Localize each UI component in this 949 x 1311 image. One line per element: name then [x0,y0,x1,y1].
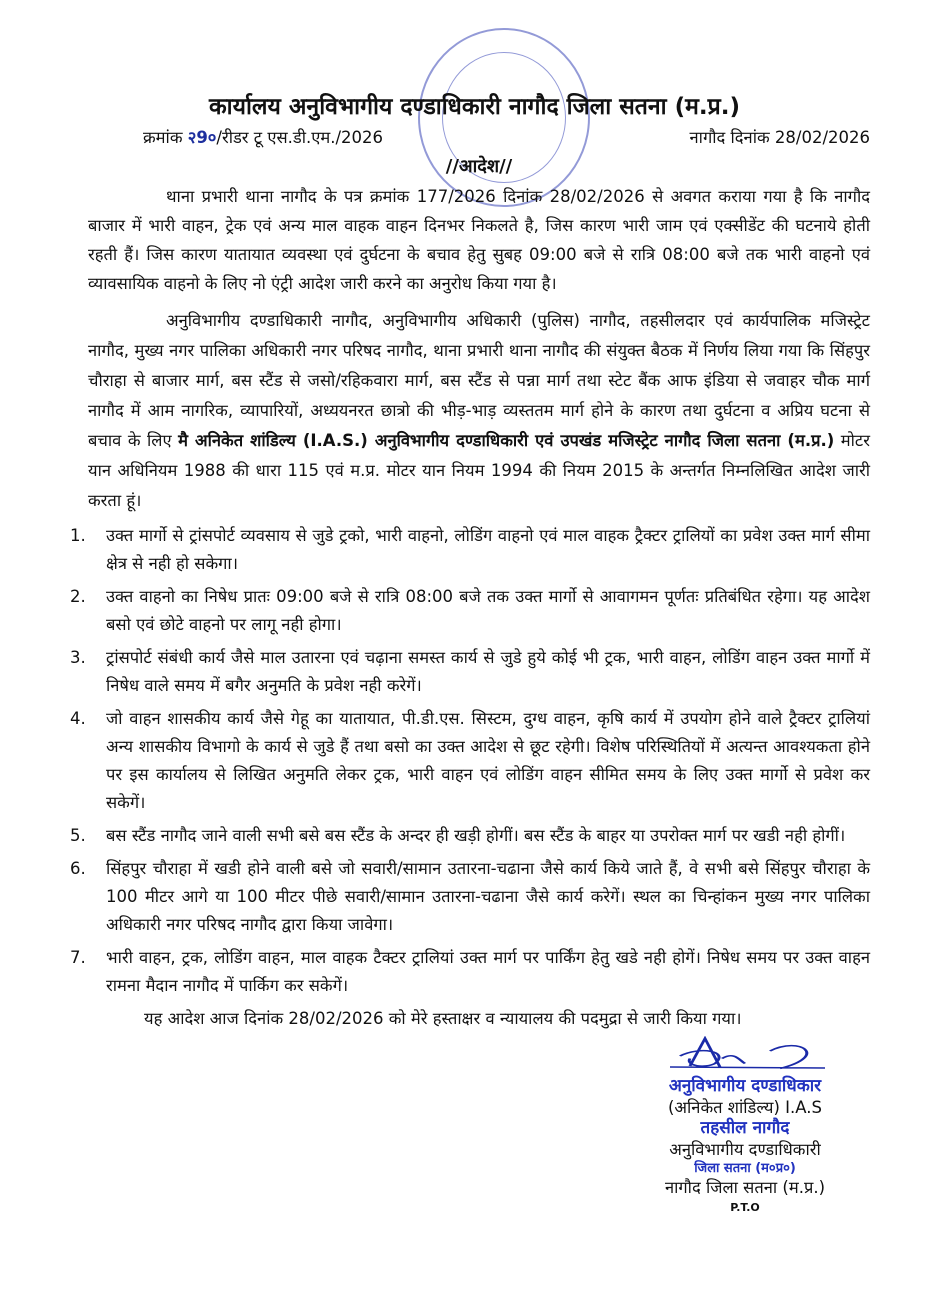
order-text: भारी वाहन, ट्रक, लोडिंग वाहन, माल वाहक टैक्टर ट्रालियां उक्त मार्ग पर पार्किंग हेतु खडे नही होगें। निषेध समय पर उक्त वाहन रामना मैदान नागौद में पार्किग कर सकेगें। [106,948,870,995]
order-item [70,644,870,700]
handwritten-signature [660,1036,830,1076]
closing-statement: यह आदेश आज दिनांक 28/02/2026 को मेरे हस्ताक्षर व न्यायालय की पदमुद्रा से जारी किया गया। [144,1009,742,1028]
order-item [70,522,870,578]
pto-label: P.T.O [730,1201,760,1214]
handwritten-ref-number: २9० [187,128,217,147]
authority-statement: मै अनिकेत शांडिल्य (I.A.S.) अनुविभागीय दण्डाधिकारी एवं उपखंड मजिस्ट्रेट नागौद जिला सतना (म.प्र.) [178,431,835,450]
order-item [70,583,870,639]
intro-paragraph: थाना प्रभारी थाना नागौद के पत्र क्रमांक 177/2026 दिनांक 28/02/2026 से अवगत कराया गया है कि नागौद बाजार में भारी वाहन, ट्रेक एवं अन्य माल वाहक वाहन दिनभर निकलते है, जिस कारण भारी जाम एवं एक्सीडेंट की घटनाये होती रहती हैं। जिस कारण यातायात व्यवस्था एवं दुर्घटना के बचाव हेतु सुबह 09:00 बजे से रात्रि 08:00 बजे तक भारी वाहनो एवं व्यावसायिक वाहनो के लिए नो एंट्री आदेश जारी करने का अनुरोध किया गया है। [88,187,870,293]
signatory-location: नागौद जिला सतना (म.प्र.) [664,1178,826,1197]
order-item [70,705,870,817]
order-text: जो वाहन शासकीय कार्य जैसे गेहू का यातायात, पी.डी.एस. सिस्टम, दुग्ध वाहन, कृषि कार्य में उपयोग होने वाले ट्रैक्टर ट्रालियां अन्य शासकीय विभागो के कार्य से जुडे हैं तथा बसो का उक्त आदेश से छूट रहेगी। विशेष परिस्थितियों में अत्यन्त आवश्यकता होने पर इस कार्यालय से लिखित अनुमति लेकर ट्रक, भारी वाहन एवं लोडिंग वाहन सीमित समय के लिए उक्त मार्गो से प्रवेश कर सकेगें। [106,709,870,812]
order-item [70,855,870,939]
ref-prefix: क्रमांक [143,128,188,147]
order-number: 3. [70,648,86,667]
order-heading: //आदेश// [445,156,513,177]
order-item [70,822,870,850]
decision-paragraph [88,306,870,516]
stamp-tehsil: तहसील नागौद [700,1118,790,1138]
decision-text-end: मोटर यान अधिनियम 1988 की धारा 115 एवं म.प्र. मोटर यान नियम 1994 की नियम 2015 के अन्तर्गत निम्नलिखित आदेश जारी करता हूं। [88,431,870,510]
signature-block [620,1036,870,1216]
order-number: 7. [70,948,86,967]
signatory-designation: अनुविभागीय दण्डाधिकारी [669,1140,821,1159]
order-number: 5. [70,826,86,845]
order-number: 4. [70,709,86,728]
order-text: ट्रांसपोर्ट संबंधी कार्य जैसे माल उतारना एवं चढ़ाना समस्त कार्य से जुडे हुये कोई भी ट्रक, भारी वाहन, लोडिंग वाहन उक्त मार्गो में निषेध वाले समय में बगैर अनुमति के प्रवेश नही करेगें। [106,648,870,695]
order-text: सिंहपुर चौराहा में खडी होने वाली बसे जो सवारी/सामान उतारना-चढाना जैसे कार्य किये जाते हैं, वे सभी बसे सिंहपुर चौराहा के 100 मीटर आगे या 100 मीटर पीछे सवारी/सामान उतारना-चढाना जैसे कार्य करेगें। स्थल का चिन्हांकन मुख्य नगर पालिका अधिकारी नगर परिषद नागौद द्वारा किया जावेगा। [106,859,870,934]
order-text: उक्त वाहनो का निषेध प्रातः 09:00 बजे से रात्रि 08:00 बजे तक उक्त मार्गो से आवागमन पूर्णतः प्रतिबंधित रहेगा। यह आदेश बसो एवं छोटे वाहनो पर लागू नही होगा। [106,587,870,634]
reference-row [143,126,870,150]
order-text: बस स्टैंड नागौद जाने वाली सभी बसे बस स्टैंड के अन्दर ही खड़ी होगीं। बस स्टैंड के बाहर या उपरोक्त मार्ग पर खडी नही होगीं। [106,826,846,845]
order-date: नागौद दिनांक 28/02/2026 [689,128,870,147]
reference-number [143,126,383,150]
order-number: 1. [70,526,86,545]
signatory-name: (अनिकेत शांडिल्य) I.A.S [667,1098,822,1117]
order-list [70,522,870,1000]
office-title: कार्यालय अनुविभागीय दण्डाधिकारी नागौद जिला सतना (म.प्र.) [209,94,740,120]
decision-text: अनुविभागीय दण्डाधिकारी नागौद, अनुविभागीय अधिकारी (पुलिस) नागौद, तहसीलदार एवं कार्यपालिक मजिस्ट्रेट नागौद, मुख्य नगर पालिका अधिकारी नगर परिषद नागौद, थाना प्रभारी थाना नागौद की संयुक्त बैठक में निर्णय लिया गया कि सिंहपुर चौराहा से बाजार मार्ग, बस स्टैंड से जसो/रहिकवारा मार्ग, बस स्टैंड से पन्ना मार्ग तथा स्टेट बैंक आफ इंडिया से जवाहर चौक मार्ग नागौद में आम नागरिक, व्यापारियों, अध्ययनरत छात्रो की भीड़-भाड़ व्यस्ततम मार्ग होने के कारण तथा दुर्घटना व अप्रिय घटना से बचाव के लिए [88,311,870,450]
order-number: 2. [70,587,86,606]
stamp-designation: अनुविभागीय दण्डाधिकार [668,1076,822,1096]
ref-suffix: /रीडर टू एस.डी.एम./2026 [216,128,384,147]
order-item [70,944,870,1000]
order-number: 6. [70,859,86,878]
stamp-district: जिला सतना (म०प्र०) [694,1161,796,1176]
order-text: उक्त मार्गो से ट्रांसपोर्ट व्यवसाय से जुडे ट्रको, भारी वाहनो, लोडिंग वाहनो एवं माल वाहक ट्रैक्टर ट्रालियों का प्रवेश उक्त मार्ग सीमा क्षेत्र से नही हो सकेगा। [106,526,870,573]
